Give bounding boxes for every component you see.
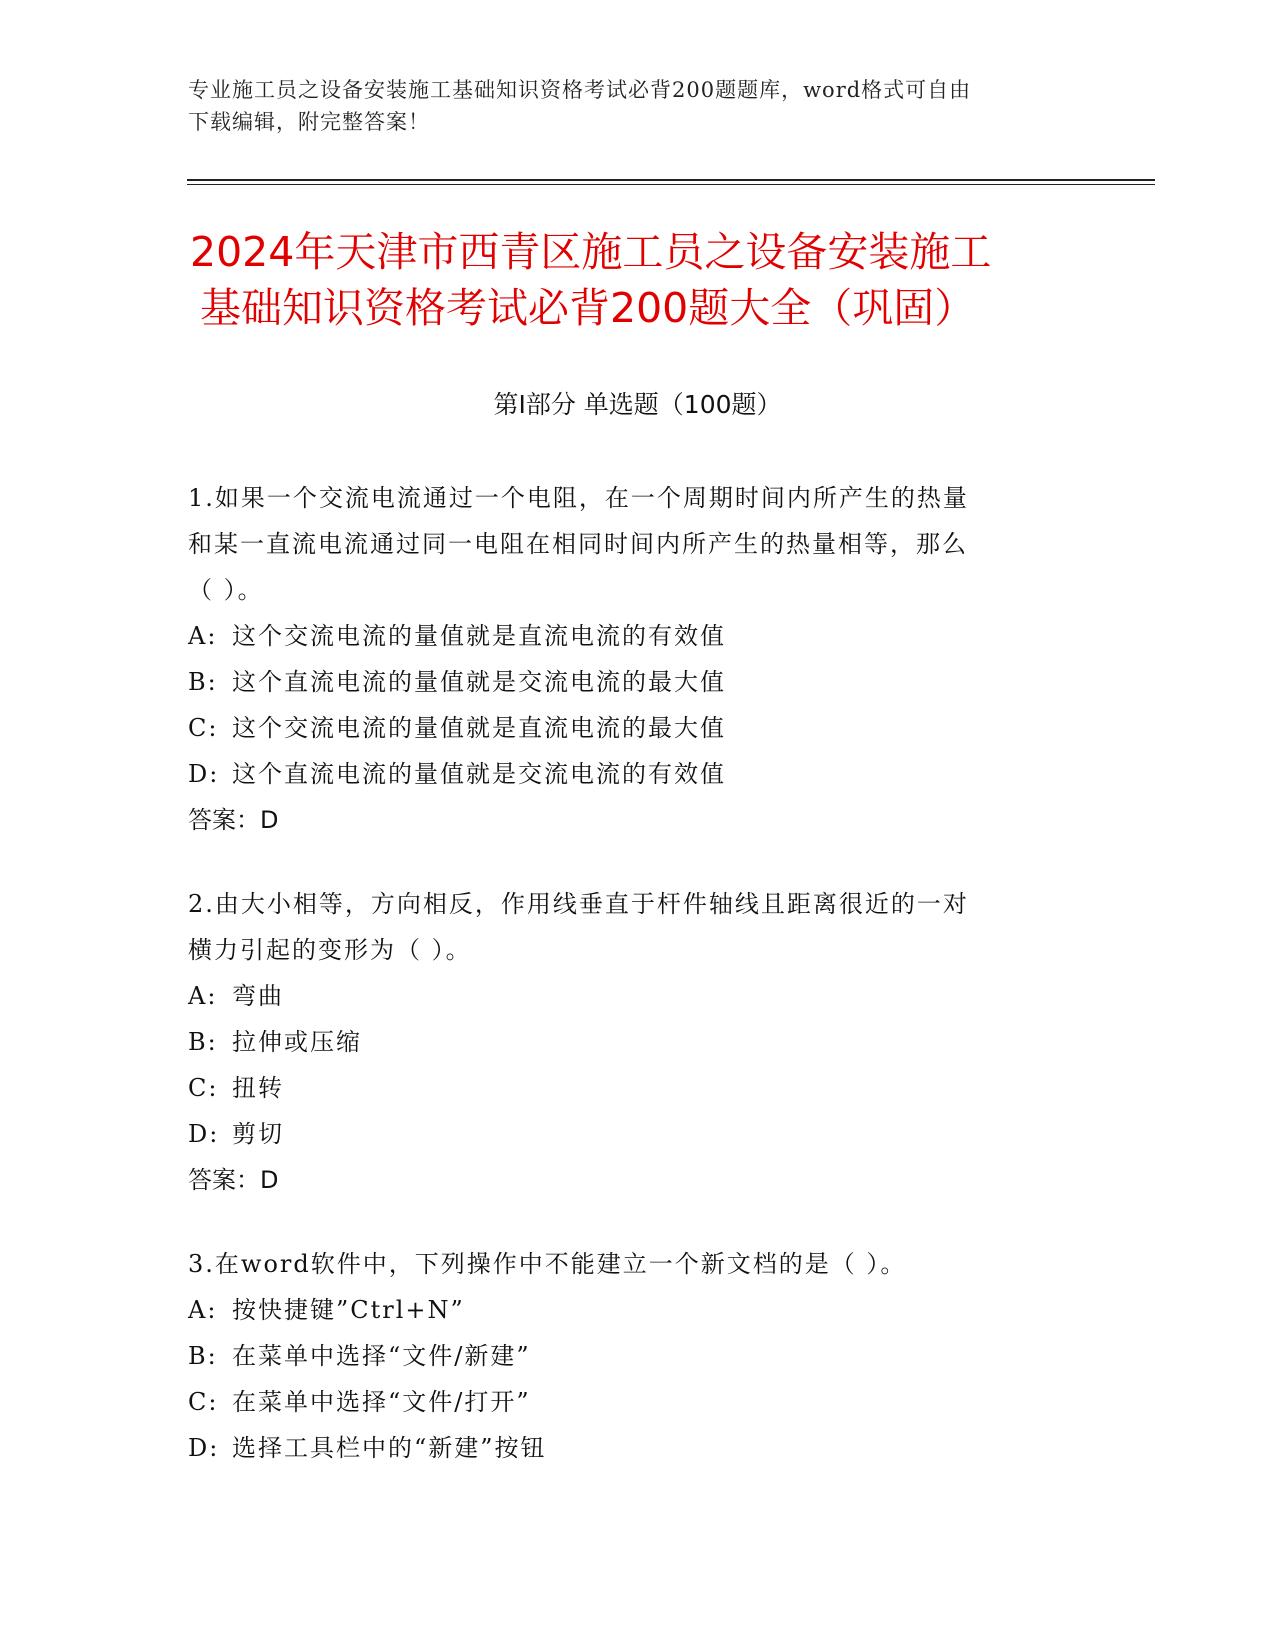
document-title bbox=[190, 224, 1150, 336]
header-note-line: 下载编辑，附完整答案！ bbox=[188, 110, 430, 134]
option-letter: A: bbox=[188, 982, 218, 1010]
option-letter: B: bbox=[188, 1028, 218, 1056]
option-letter: D: bbox=[188, 760, 220, 788]
option-b bbox=[188, 1333, 1068, 1379]
title-line: 基础知识资格考试必背200题大全（巩固） bbox=[200, 284, 976, 332]
question-item bbox=[188, 881, 1068, 1203]
option-text: 弯曲 bbox=[232, 982, 284, 1010]
option-letter: D: bbox=[188, 1434, 220, 1462]
option-text: 剪切 bbox=[232, 1120, 284, 1148]
option-c bbox=[188, 1065, 1068, 1111]
section-heading: 第Ⅰ部分 单选题（100题） bbox=[493, 390, 782, 419]
option-text: 选择工具栏中的“新建”按钮 bbox=[232, 1434, 547, 1462]
question-item bbox=[188, 1241, 1068, 1471]
header-note-line: 专业施工员之设备安装施工基础知识资格考试必背200题题库，word格式可自由 bbox=[188, 78, 972, 102]
option-text: 在菜单中选择“文件/打开” bbox=[232, 1388, 531, 1416]
option-text: 这个交流电流的量值就是直流电流的有效值 bbox=[232, 622, 726, 650]
option-a bbox=[188, 973, 1068, 1019]
option-c bbox=[188, 1379, 1068, 1425]
title-line: 2024年天津市西青区施工员之设备安装施工 bbox=[190, 228, 992, 276]
option-b bbox=[188, 659, 1068, 705]
option-letter: C: bbox=[188, 1388, 219, 1416]
option-letter: C: bbox=[188, 714, 219, 742]
option-a bbox=[188, 613, 1068, 659]
answer-line: 答案：D bbox=[188, 1166, 279, 1194]
option-a bbox=[188, 1287, 1068, 1333]
option-text: 按快捷键”Ctrl+N” bbox=[232, 1296, 465, 1324]
answer-line: 答案：D bbox=[188, 806, 279, 834]
question-text bbox=[188, 1241, 1068, 1287]
option-text: 这个直流电流的量值就是交流电流的有效值 bbox=[232, 760, 726, 788]
option-d bbox=[188, 1111, 1068, 1157]
option-letter: C: bbox=[188, 1074, 219, 1102]
option-letter: D: bbox=[188, 1120, 220, 1148]
option-letter: B: bbox=[188, 1342, 218, 1370]
question-text bbox=[188, 881, 1068, 973]
option-text: 扭转 bbox=[232, 1074, 284, 1102]
option-d bbox=[188, 1425, 1068, 1471]
option-text: 这个交流电流的量值就是直流电流的最大值 bbox=[232, 714, 726, 742]
question-text-line: 1.如果一个交流电流通过一个电阻，在一个周期时间内所产生的热量 bbox=[188, 484, 969, 512]
option-b bbox=[188, 1019, 1068, 1065]
question-item bbox=[188, 475, 1068, 843]
header-note bbox=[188, 74, 1088, 138]
option-text: 在菜单中选择“文件/新建” bbox=[232, 1342, 531, 1370]
option-c bbox=[188, 705, 1068, 751]
question-text-line: 2.由大小相等，方向相反，作用线垂直于杆件轴线且距离很近的一对 bbox=[188, 890, 969, 918]
question-text bbox=[188, 475, 1068, 613]
option-text: 拉伸或压缩 bbox=[232, 1028, 362, 1056]
question-text-line: 和某一直流电流通过同一电阻在相同时间内所产生的热量相等，那么 bbox=[188, 530, 968, 558]
option-d bbox=[188, 751, 1068, 797]
question-text-line: 横力引起的变形为（ ）。 bbox=[188, 936, 472, 964]
header-divider-thin bbox=[187, 184, 1155, 185]
header-divider-thick bbox=[187, 179, 1155, 181]
option-letter: B: bbox=[188, 668, 218, 696]
question-text-line: （ ）。 bbox=[188, 576, 264, 604]
question-text-line: 3.在word软件中，下列操作中不能建立一个新文档的是（ ）。 bbox=[188, 1250, 907, 1278]
option-text: 这个直流电流的量值就是交流电流的最大值 bbox=[232, 668, 726, 696]
option-letter: A: bbox=[188, 622, 218, 650]
option-letter: A: bbox=[188, 1296, 218, 1324]
question-list bbox=[188, 475, 1068, 1509]
